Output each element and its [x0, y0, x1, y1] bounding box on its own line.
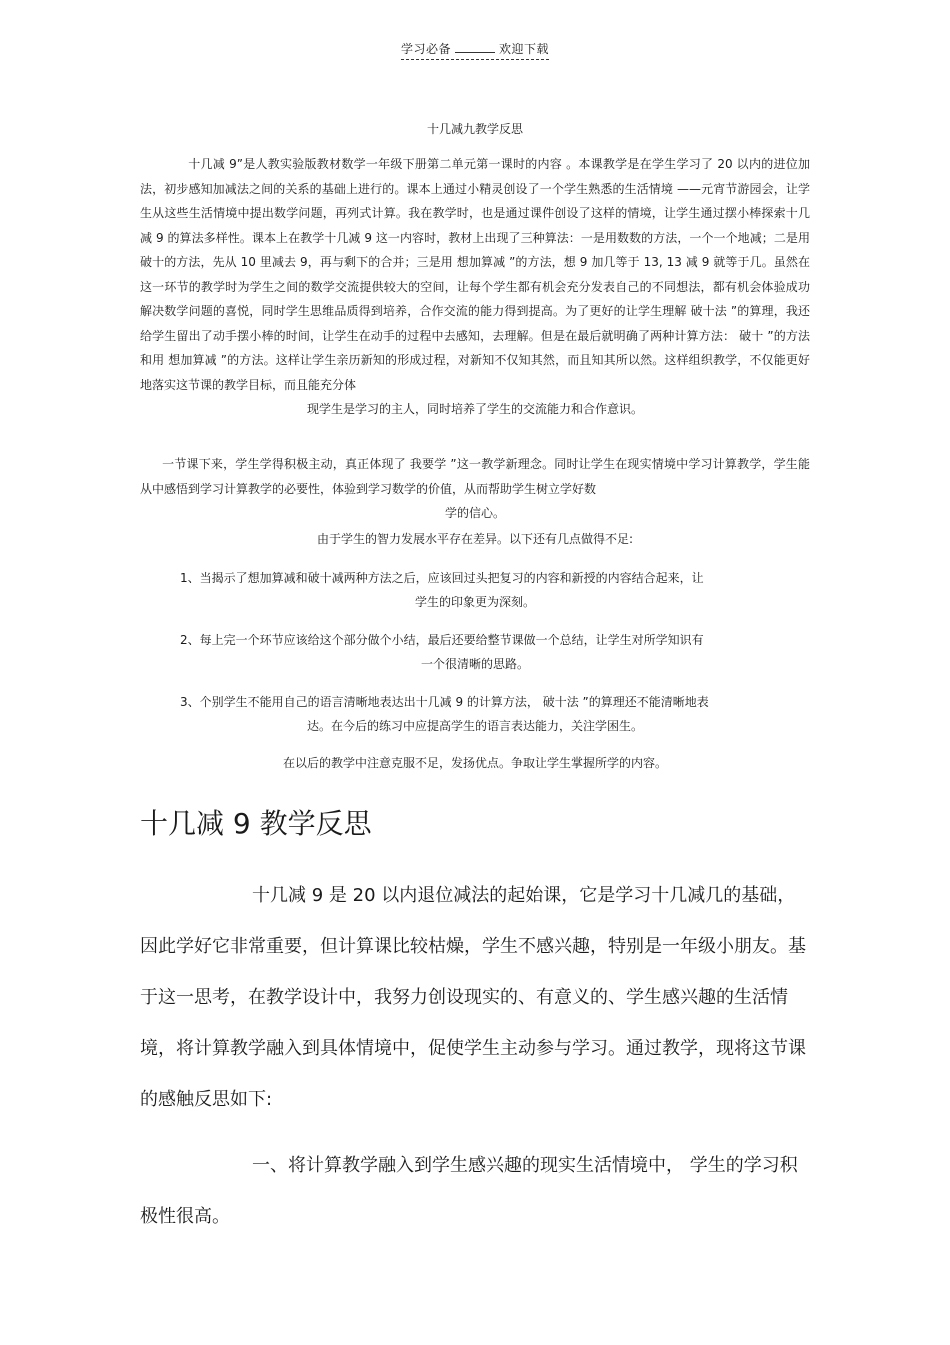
- section1-paragraph-2: [140, 452, 810, 526]
- section1-title: 十几减九教学反思: [426, 122, 523, 136]
- header-wrap: [401, 40, 549, 60]
- list-item-line1: 2、每上完一个环节应该给这个部分做个小结，最后还要给整节课做一个总结，让学生对所学知识有: [180, 633, 704, 647]
- list-item: [140, 628, 810, 676]
- list-item-line2: 学生的印象更为深刻。: [414, 595, 535, 609]
- list-item: [140, 566, 810, 614]
- header-gap-line: [455, 44, 495, 53]
- section1-paragraph-2-text: 一节课下来，学生学得积极主动，真正体现了 我要学 ”这一教学新理念。同时让学生在现实情境中学习计算教学，学生能从中感悟到学习计算教学的必要性，体验到学习数学的价值，从而帮助学生树立学好数: [140, 457, 810, 496]
- list-item-line2: 达。在今后的练习中应提高学生的语言表达能力，关注学困生。: [306, 719, 643, 733]
- section1-paragraph-1-text: 十几减 9”是人教实验版教材数学一年级下册第二单元第一课时的内容 。本课教学是在学生学习了 20 以内的进位加法，初步感知加减法之间的关系的基础上进行的。课本上通过小精灵创设了一个学生熟悉的生活情境 ——元宵节游园会，让学生从这些生活情境中提出数学问题，再列式计算。我在教学时，也是通过课件创设了这样的情境，让学生通过摆小棒探索十几减 9 的算法多样性。课本上在教学十几减 9 这一内容时，教材上出现了三种算法：一是用数数的方法，一个一个地减；二是用破十的方法，先从 10 里减去 9，再与剩下的合并；三是用 想加算减 ”的方法，想 9 加几等于 13, 13 减 9 就等于几。虽然在这一环节的教学时为学生之间的数学交流提供较大的空间，让每个学生都有机会充分发表自己的不同想法，都有机会体验成功解决数学问题的喜悦，同时学生思维品质得到培养，合作交流的能力得到提高。为了更好的让学生理解 破十法 ”的算理，我还给学生留出了动手摆小棒的时间，让学生在动手的过程中去感知，去理解。但是在最后就明确了两种计算方法： 破十 ”的方法和用 想加算减 ”的方法。这样让学生亲历新知的形成过程，对新知不仅知其然，而且知其所以然。这样组织教学，不仅能更好地落实这节课的教学目标，而且能充分体: [140, 157, 810, 392]
- section2-point-1-text: 一、将计算教学融入到学生感兴趣的现实生活情境中， 学生的学习积极性很高。: [140, 1155, 798, 1227]
- section2-title: 十几减 9 教学反思: [140, 807, 372, 840]
- list-item-line1: 1、当揭示了想加算减和破十减两种方法之后，应该回过头把复习的内容和新授的内容结合起来，让: [180, 571, 704, 585]
- section1-paragraph-1: [140, 152, 810, 422]
- header-left-text: 学习必备: [400, 42, 451, 56]
- section1-paragraph-1-end: 现学生是学习的主人，同时培养了学生的交流能力和合作意识。: [306, 402, 643, 416]
- section2-paragraph-1: [140, 870, 810, 1125]
- section2-paragraph-1-text: 十几减 9 是 20 以内退位减法的起始课，它是学习十几减几的基础，因此学好它非常重要，但计算课比较枯燥，学生不感兴趣，特别是一年级小朋友。基于这一思考，在教学设计中，我努力创设现实的、有意义的、学生感兴趣的生活情境，将计算教学融入到具体情境中，促使学生主动参与学习。通过教学，现将这节课的感触反思如下:: [140, 885, 806, 1110]
- page-header: [0, 40, 950, 60]
- section1-paragraph-3: 由于学生的智力发展水平存在差异。以下还有几点做得不足:: [316, 532, 634, 546]
- list-item-line1: 3、个别学生不能用自己的语言清晰地表达出十几减 9 的计算方法， 破十法 ”的算理还不能清晰地表: [180, 695, 709, 709]
- section1-paragraph-2-end: 学的信心。: [444, 506, 505, 520]
- list-item: [140, 690, 810, 738]
- section2-point-1: [140, 1140, 810, 1242]
- header-right-text: 欢迎下载: [499, 42, 550, 56]
- section1-closing: 在以后的教学中注意克服不足，发扬优点。争取让学生掌握所学的内容。: [282, 756, 667, 770]
- list-item-line2: 一个很清晰的思路。: [420, 657, 529, 671]
